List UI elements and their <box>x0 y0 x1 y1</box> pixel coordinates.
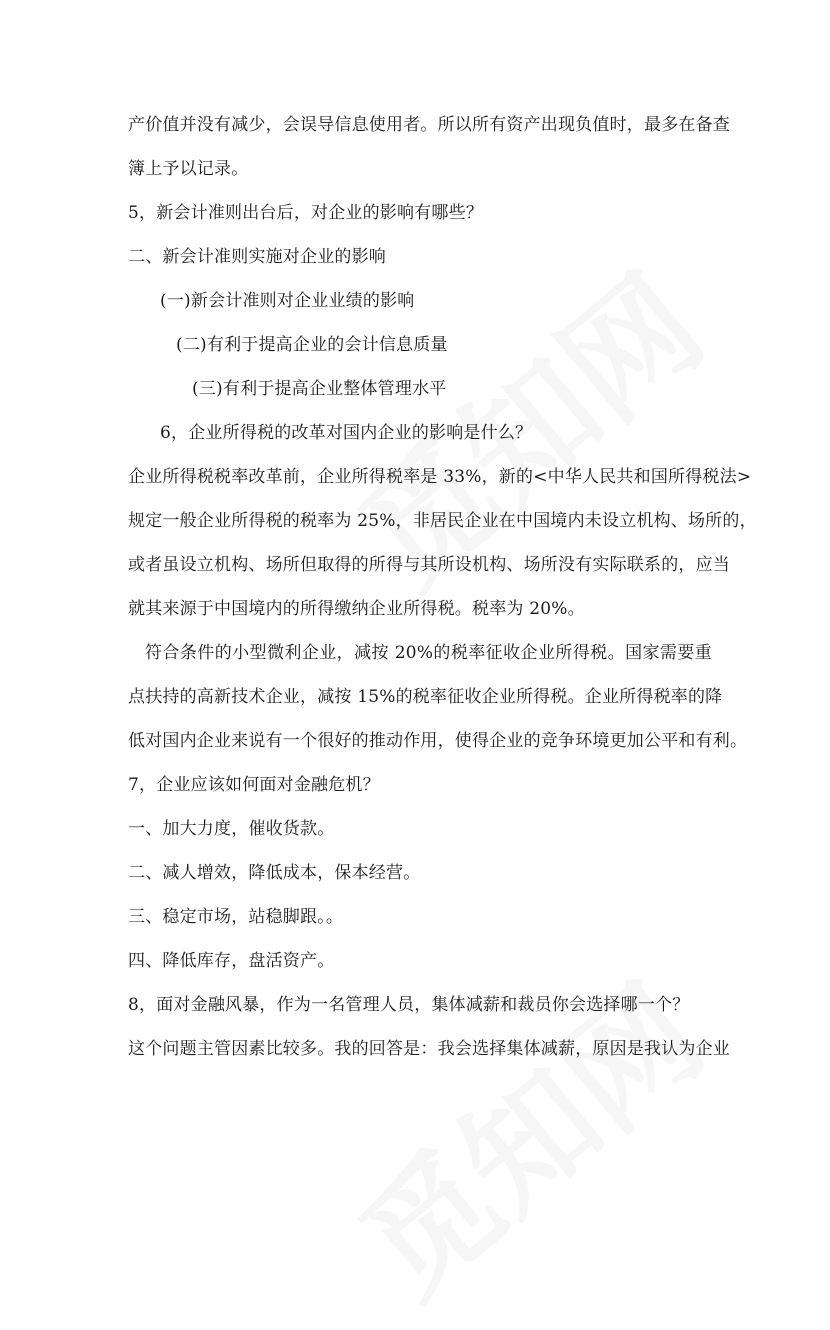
subsection-2: (二)有利于提高企业的会计信息质量 <box>176 335 448 355</box>
answer-6-line-7: 低对国内企业来说有一个很好的推动作用，使得企业的竞争环境更加公平和有利。 <box>128 731 748 751</box>
answer-6-line-2: 规定一般企业所得税的税率为 25%，非居民企业在中国境内未设立机构、场所的， <box>128 511 757 531</box>
answer-7-item-3: 三、稳定市场，站稳脚跟。。 <box>128 907 344 927</box>
answer-6-line-4: 就其来源于中国境内的所得缴纳企业所得税。税率为 20%。 <box>128 599 585 619</box>
answer-7-item-4: 四、降低库存，盘活资产。 <box>128 951 335 971</box>
paragraph-line-1: 产价值并没有减少，会误导信息使用者。所以所有资产出现负值时，最多在备查 <box>128 115 730 135</box>
question-6: 6，企业所得税的改革对国内企业的影响是什么？ <box>160 423 533 443</box>
question-7: 7，企业应该如何面对金融危机？ <box>128 775 380 795</box>
question-5: 5，新会计准则出台后，对企业的影响有哪些？ <box>128 203 484 223</box>
answer-6-line-3: 或者虽设立机构、场所但取得的所得与其所设机构、场所没有实际联系的，应当 <box>128 555 730 575</box>
section-heading-2: 二、新会计准则实施对企业的影响 <box>128 247 386 267</box>
answer-6-line-1: 企业所得税税率改革前，企业所得税率是 33%，新的<中华人民共和国所得税法> <box>128 467 752 487</box>
subsection-1: (一)新会计准则对企业业绩的影响 <box>160 291 415 311</box>
question-8: 8，面对金融风暴，作为一名管理人员，集体减薪和裁员你会选择哪一个？ <box>128 995 690 1015</box>
answer-7-item-2: 二、减人增效，降低成本，保本经营。 <box>128 863 421 883</box>
answer-7-item-1: 一、加大力度，催收货款。 <box>128 819 335 839</box>
answer-6-line-6: 点扶持的高新技术企业，减按 15%的税率征收企业所得税。企业所得税率的降 <box>128 687 723 707</box>
subsection-3: (三)有利于提高企业整体管理水平 <box>192 379 447 399</box>
answer-6-line-5: 符合条件的小型微利企业，减按 20%的税率征收企业所得税。国家需要重 <box>145 643 712 663</box>
answer-8-line-1: 这个问题主管因素比较多。我的回答是：我会选择集体减薪，原因是我认为企业 <box>128 1039 730 1059</box>
paragraph-line-2: 簿上予以记录。 <box>128 159 249 179</box>
